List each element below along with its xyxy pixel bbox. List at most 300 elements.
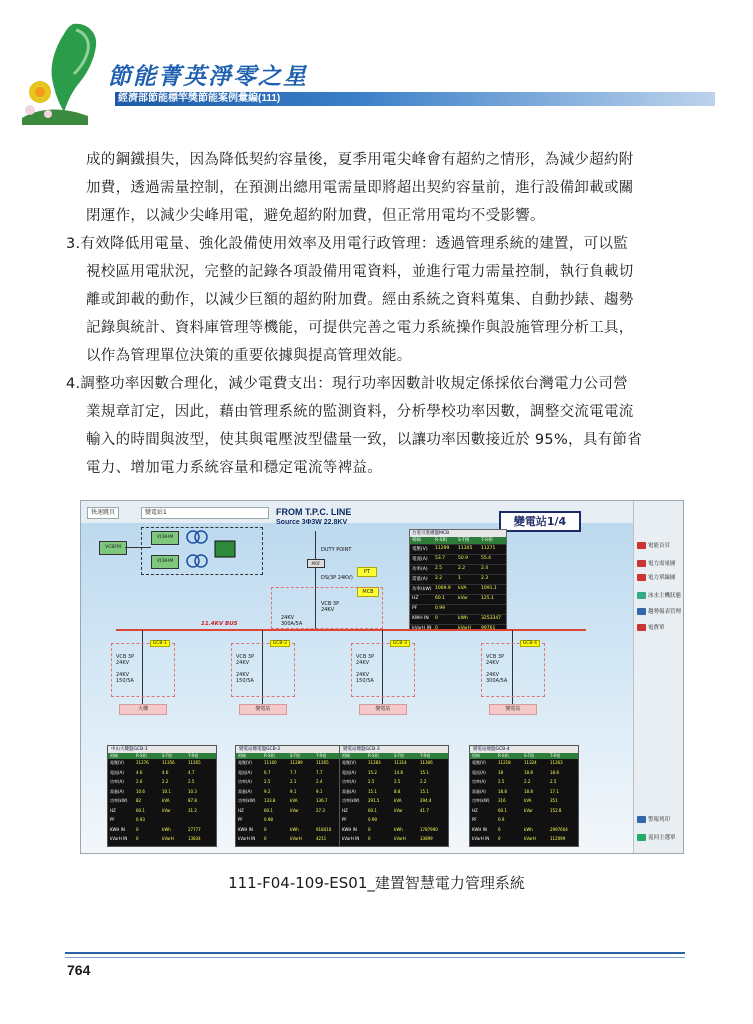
gcb-spec-line: 24KV <box>356 660 370 666</box>
table-cell: 需量(A) <box>472 788 486 794</box>
table-cell: 2.1 <box>290 779 297 784</box>
gcb-frame <box>481 643 545 697</box>
quick-select-dropdown[interactable]: 變電站1 <box>141 507 269 519</box>
column-header: 相線 <box>342 753 350 758</box>
table-cell: 0.9 <box>498 817 505 822</box>
table-cell: 電壓(V) <box>342 760 356 765</box>
table-row <box>410 544 506 554</box>
table-cell: 需量(A) <box>342 788 356 794</box>
table-cell: kVar <box>458 596 468 601</box>
table-cell: 功率(kW) <box>238 798 256 803</box>
table-cell: 11314 <box>394 760 407 765</box>
table-cell: kWh <box>458 616 468 621</box>
table-row <box>108 779 216 785</box>
gcb-spec-line: VCB 3P <box>486 654 505 660</box>
table-cell: 60.1 <box>368 807 377 813</box>
table-row <box>470 808 578 814</box>
text-line: 4.調整功率因數合理化，減少電費支出：現行功率因數計收規定係採依台灣電力公司營 <box>66 376 629 392</box>
table-row <box>470 817 578 823</box>
sidebar-item[interactable] <box>637 623 665 631</box>
table-cell: 電壓(V) <box>412 547 428 552</box>
table-cell: KWH IN <box>412 616 429 621</box>
table-cell: 電壓(V) <box>110 760 124 765</box>
table-cell: kWh <box>290 826 299 832</box>
table-row <box>108 798 216 804</box>
table-cell: 功率(A) <box>342 779 356 784</box>
table-row <box>470 827 578 833</box>
sidebar-item-label: 警報列印 <box>648 817 671 823</box>
feeder-table <box>235 745 345 847</box>
table-cell: 11356 <box>162 760 175 765</box>
sidebar-item[interactable] <box>637 591 681 599</box>
table-cell: 2997604 <box>550 826 568 832</box>
menu-icon <box>637 624 646 631</box>
table-cell: 電流(A) <box>472 769 486 775</box>
line-title: FROM T.P.C. LINE <box>276 507 352 517</box>
table-cell: kVarH IN <box>238 836 256 841</box>
table-row <box>236 760 344 766</box>
text-line: 電力、增加電力系統容量和穩定電流等裨益。 <box>86 460 382 476</box>
table-row <box>236 817 344 823</box>
table-cell: 18 <box>498 769 504 775</box>
table-cell: KWH IN <box>342 826 357 832</box>
column-header: S-T相 <box>162 753 173 758</box>
sidebar-item-label: 趨勢報表管理 <box>648 609 682 615</box>
table-row <box>410 554 506 564</box>
feeder-table-title: 變電站總盤GCB-3 <box>340 746 448 753</box>
feeder-table-title: 變電站總電盤GCB-2 <box>236 746 344 753</box>
figure-caption: 111-F04-109-ES01_建置智慧電力管理系統 <box>228 874 525 892</box>
table-cell: 2.5 <box>188 779 195 784</box>
table-row <box>236 789 344 795</box>
gcb-spec-line: VCB 3P <box>116 654 135 660</box>
header-title: 節能菁英淨零之星 <box>108 63 308 90</box>
column-header: 相線 <box>412 538 421 543</box>
table-cell: kVarH <box>394 836 406 841</box>
table-row <box>470 789 578 795</box>
menu-icon <box>637 592 646 599</box>
table-cell: 11265 <box>316 760 329 765</box>
table-cell: kVar <box>290 807 299 813</box>
table-cell: kVarH IN <box>110 836 128 841</box>
table-cell: 0 <box>498 836 501 841</box>
table-cell: 55.4 <box>481 556 492 561</box>
table-row <box>236 827 344 833</box>
column-header: T-R相 <box>481 538 493 543</box>
table-cell: PF <box>412 606 418 611</box>
table-cell: PF <box>110 817 115 822</box>
table-row <box>410 564 506 574</box>
table-cell: 0 <box>368 826 371 832</box>
table-cell: kVar <box>162 807 171 813</box>
table-cell: 11265 <box>188 760 201 765</box>
table-cell: 功率(A) <box>412 567 428 572</box>
table-cell: 功率(kW) <box>412 587 432 592</box>
table-cell: kVarH <box>290 836 302 841</box>
table-cell: 電流(A) <box>342 769 356 775</box>
table-cell: 0.93 <box>136 817 145 822</box>
table-row <box>470 836 578 842</box>
sidebar-item-label: 電費單 <box>648 625 665 631</box>
table-cell: 1787990 <box>420 826 438 832</box>
table-cell: KWH IN <box>472 826 487 832</box>
table-cell: PF <box>238 817 243 822</box>
table-cell: 2.5 <box>550 779 557 784</box>
text-line: 離或卸載的動作，以減少巨額的超約附加費。經由系統之資料蒐集、自動抄錶、趨勢 <box>86 292 634 308</box>
table-cell: 918410 <box>316 826 332 832</box>
gcb-spec <box>486 654 507 684</box>
table-row <box>340 789 448 795</box>
table-cell: 0.98 <box>264 817 273 822</box>
table-cell: 15.1 <box>420 769 429 775</box>
gcb-spec-line: 24KV <box>236 660 250 666</box>
gcb-spec-line: VCB 3P <box>236 654 255 660</box>
table-cell: 0 <box>435 616 438 621</box>
mof-box: MOF <box>307 559 325 568</box>
sidebar-item[interactable] <box>637 559 676 567</box>
table-cell: 9.1 <box>290 788 297 794</box>
feeder-table-title: 中山大樓盤GCB-1 <box>108 746 216 753</box>
table-cell: 2.2 <box>435 576 443 581</box>
table-cell: 電壓(V) <box>472 760 486 765</box>
table-cell: 7.7 <box>316 769 323 775</box>
gcb-spec-line: 150/5A <box>356 678 374 684</box>
gcb-tag: GCB-1 <box>150 640 170 647</box>
column-header: R-S相 <box>264 753 275 758</box>
feeder-table-header <box>108 753 216 759</box>
feeder-table-header <box>470 753 578 759</box>
table-cell: 60.1 <box>136 807 145 813</box>
table-cell: 60.1 <box>264 807 273 813</box>
table-cell: 294.4 <box>420 798 432 803</box>
table-cell: kVarH <box>162 836 174 841</box>
table-cell: 53.7 <box>435 556 446 561</box>
table-cell: 31.2 <box>188 807 197 813</box>
vcb-main-ct <box>281 615 302 627</box>
table-cell: 1069.9 <box>435 586 451 591</box>
table-cell: 2.3 <box>481 576 489 581</box>
column-header: T-R相 <box>316 753 327 758</box>
table-row <box>340 808 448 814</box>
sidebar-item-label: 冰水主機狀態 <box>648 593 682 599</box>
feeder-table <box>107 745 217 847</box>
table-cell: kVA <box>458 586 467 591</box>
single-line-diagram <box>81 501 633 853</box>
text-line: 成的鋼鐵損失，因為降低契約容量後，夏季用電尖峰會有超約之情形，為減少超約附 <box>86 152 634 168</box>
text-line: 視校區用電狀況，完整的記錄各項設備用電資料，並進行電力需量控制，執行負載切 <box>86 264 634 280</box>
bus-label: 11.4KV BUS <box>201 621 238 627</box>
table-cell: kVarH <box>524 836 536 841</box>
table-cell: 11263 <box>550 760 563 765</box>
table-cell: 1 <box>458 576 461 581</box>
gcb-spec <box>116 654 134 684</box>
table-cell: 0.99 <box>435 606 446 611</box>
sidebar-item[interactable] <box>637 607 681 615</box>
gcb-tag: GCB-3 <box>390 640 410 647</box>
gcb-spec-line: 24KV <box>486 672 500 678</box>
table-cell: 2.5 <box>368 779 375 784</box>
gcb-spec <box>236 654 254 684</box>
list-item-3 <box>66 230 634 370</box>
table-cell: 功率(A) <box>238 779 252 784</box>
text-line: 閉運作，以減少尖峰用電，避免超約附加費，但正常用電均不受影響。 <box>86 208 545 224</box>
table-cell: 27777 <box>188 826 201 832</box>
table-cell: 3253347 <box>481 616 502 621</box>
table-cell: 82 <box>136 798 142 803</box>
menu-icon <box>637 560 646 567</box>
table-cell: 11324 <box>524 760 537 765</box>
ds-label: DS(3P 24KV) <box>321 575 353 581</box>
table-cell: 功率(kW) <box>342 798 360 803</box>
column-header: T-R相 <box>188 753 199 758</box>
main-table-header <box>410 537 506 544</box>
gcb-frame <box>351 643 415 697</box>
text-line: 記錄與統計、資料庫管理等機能，可提供完善之電力系統操作與設施管理分析工具， <box>86 320 634 336</box>
table-cell: kWh <box>524 826 533 832</box>
pt-tag: PT <box>357 567 377 577</box>
table-row <box>108 760 216 766</box>
table-cell: 0 <box>264 826 267 832</box>
table-cell: 50.9 <box>458 556 469 561</box>
table-cell: 87.8 <box>188 798 197 803</box>
table-cell: 0 <box>368 836 371 841</box>
table-cell: 0 <box>264 836 267 841</box>
vcb-main-label <box>321 601 339 613</box>
table-cell: 功率(kW) <box>110 798 128 803</box>
duty-point-label: DUTY POINT <box>321 547 352 553</box>
table-cell: KWH IN <box>110 826 125 832</box>
table-cell: 14.8 <box>394 769 403 775</box>
table-cell: 0 <box>498 826 501 832</box>
table-row <box>108 827 216 833</box>
table-cell: 125.1 <box>481 596 494 601</box>
table-row <box>236 808 344 814</box>
sidebar-item[interactable] <box>637 573 676 581</box>
table-cell: 9.1 <box>316 788 323 794</box>
table-row <box>340 817 448 823</box>
table-row <box>410 584 506 594</box>
menu-icon <box>637 574 646 581</box>
table-row <box>410 604 506 614</box>
table-cell: HZ <box>110 807 116 813</box>
table-cell: 功率(A) <box>110 779 124 784</box>
menu-icon <box>637 608 646 615</box>
gcb-spec-line: 24KV <box>116 660 130 666</box>
table-cell: 18.8 <box>550 769 559 775</box>
table-cell: 需量(A) <box>412 577 428 582</box>
table-cell: 需量(A) <box>238 788 252 794</box>
page-number: 764 <box>67 962 91 978</box>
mcb-tag: MCB <box>357 587 379 597</box>
table-cell: 13834 <box>188 836 201 841</box>
table-cell: 0 <box>136 826 139 832</box>
table-cell: 1091.1 <box>481 586 497 591</box>
gcb-tag: GCB-4 <box>520 640 540 647</box>
table-cell: 33899 <box>420 836 433 841</box>
column-header: R-S相 <box>368 753 379 758</box>
gcb-spec-line: VCB 3P <box>356 654 375 660</box>
table-cell: 316 <box>498 798 506 803</box>
table-cell: 9.2 <box>264 788 271 794</box>
table-cell: 電流(A) <box>238 769 252 775</box>
menu-icon <box>637 834 646 841</box>
list-item-4 <box>66 370 642 482</box>
table-cell: kVA <box>290 798 298 803</box>
table-cell: 0 <box>136 836 139 841</box>
text-line: 輸入的時間與波型，使其與電壓波型儘量一致，以讓功率因數接近於 95%，具有節省 <box>86 432 643 448</box>
table-cell: kVar <box>524 807 533 813</box>
table-cell: 41.7 <box>420 807 429 813</box>
vcb-main-line: 24KV <box>321 607 335 613</box>
table-cell: 60.1 <box>435 596 446 601</box>
table-cell: 11271 <box>481 546 496 551</box>
menu-icon <box>637 816 646 823</box>
table-cell: 電流(A) <box>412 557 428 562</box>
table-cell: 2.5 <box>435 566 443 571</box>
table-cell: HZ <box>342 807 348 813</box>
table-cell: 2.6 <box>136 779 143 784</box>
table-cell: 17.1 <box>550 788 559 794</box>
quick-select-label: 快速跳頁 <box>87 507 119 519</box>
table-cell: 60.1 <box>498 807 507 813</box>
table-row <box>340 827 448 833</box>
footer-rule-thin <box>65 957 685 958</box>
table-cell: 15.1 <box>420 788 429 794</box>
vcbfm-block: VCBFM <box>99 541 127 555</box>
table-cell: kWh <box>394 826 403 832</box>
table-row <box>108 808 216 814</box>
table-cell: kWh <box>162 826 171 832</box>
table-cell: 15.1 <box>368 788 377 794</box>
main-data-table <box>409 529 507 631</box>
table-row <box>236 836 344 842</box>
table-row <box>410 614 506 624</box>
sidebar-item[interactable] <box>637 541 670 549</box>
table-cell: 2.2 <box>162 779 169 784</box>
table-row <box>340 798 448 804</box>
table-cell: 2.2 <box>458 566 466 571</box>
table-cell: PF <box>472 817 477 822</box>
load-label: 變電站 <box>359 704 407 715</box>
table-cell: 2.2 <box>420 779 427 784</box>
feeder-table-title: 變電站總盤GCB-4 <box>470 746 578 753</box>
connector-line <box>125 547 151 548</box>
gcb-spec-line: 150/5A <box>236 678 254 684</box>
taiwan-logo-icon <box>18 20 118 125</box>
table-cell: 4211 <box>316 836 327 841</box>
footer-rule <box>65 952 685 954</box>
table-row <box>236 779 344 785</box>
header-subtitle: 經濟部節能標竿獎節能案例彙編(111) <box>118 93 281 104</box>
table-cell: 136.7 <box>316 798 328 803</box>
main-table-title: 台電引進總盤MCB <box>410 530 506 537</box>
text-line: 加費，透過需量控制，在預測出總用電需量即將超出契約容量前，進行設備卸載或關 <box>86 180 634 196</box>
table-cell: kVA <box>162 798 170 803</box>
gcb-spec-line: 300A/5A <box>486 678 508 684</box>
table-cell: 133.8 <box>264 798 276 803</box>
column-header: R-S相 <box>435 538 447 543</box>
table-cell: 需量(A) <box>110 788 124 794</box>
vcb-main-line: 24KV <box>281 615 295 621</box>
column-header: 相線 <box>238 753 246 758</box>
column-header: S-T相 <box>394 753 405 758</box>
table-cell: 4.6 <box>162 769 169 775</box>
table-cell: 10.6 <box>136 788 145 794</box>
table-cell: 11306 <box>420 760 433 765</box>
table-cell: 11276 <box>136 760 149 765</box>
table-row <box>340 836 448 842</box>
table-cell: 功率(kW) <box>472 798 490 803</box>
sidebar-item-label: 電能首頁 <box>648 543 671 549</box>
table-cell: 11218 <box>498 760 511 765</box>
sidebar-item[interactable] <box>637 833 676 841</box>
table-cell: kVar <box>394 807 403 813</box>
table-cell: 11100 <box>264 760 277 765</box>
table-cell: 2.5 <box>394 779 401 784</box>
table-cell: HZ <box>412 596 419 601</box>
gcb-tag: GCB-2 <box>270 640 290 647</box>
table-cell: 2.5 <box>498 779 505 784</box>
column-header: 相線 <box>110 753 118 758</box>
gcb-spec-line: 24KV <box>116 672 130 678</box>
table-row <box>340 779 448 785</box>
table-cell: 291.5 <box>368 798 380 803</box>
feeder-table <box>339 745 449 847</box>
table-row <box>108 789 216 795</box>
table-row <box>410 574 506 584</box>
feeder-table-header <box>340 753 448 759</box>
table-cell: 11289 <box>290 760 303 765</box>
page-header <box>0 0 753 130</box>
table-cell: 152.8 <box>550 807 562 813</box>
column-header: T-R相 <box>550 753 561 758</box>
table-cell: HZ <box>238 807 244 813</box>
table-cell: 電流(A) <box>110 769 124 775</box>
table-cell: 4.7 <box>188 769 195 775</box>
bus-line <box>116 629 586 631</box>
table-cell: 8.8 <box>394 788 401 794</box>
table-cell: 112099 <box>550 836 566 841</box>
table-row <box>108 817 216 823</box>
column-header: S-T相 <box>524 753 535 758</box>
table-row <box>108 770 216 776</box>
table-cell: 11305 <box>458 546 473 551</box>
table-cell: 11299 <box>435 546 450 551</box>
column-header: S-T相 <box>458 538 470 543</box>
table-row <box>470 760 578 766</box>
table-cell: HZ <box>472 807 478 813</box>
load-label: 變電站 <box>489 704 537 715</box>
sidebar-item[interactable] <box>637 815 670 823</box>
column-header: T-R相 <box>420 753 431 758</box>
load-label: 大樓 <box>119 704 167 715</box>
column-header: R-S相 <box>498 753 509 758</box>
source-label: Source 3Φ3W 22.8KV <box>276 519 348 526</box>
gcb-frame <box>231 643 295 697</box>
table-row <box>470 779 578 785</box>
power-system-screenshot <box>80 500 684 854</box>
table-cell: 18.8 <box>524 788 533 794</box>
table-cell: 4.6 <box>136 769 143 775</box>
vcbhm-block-2: VCBHM <box>151 555 179 569</box>
load-label: 變電站 <box>239 704 287 715</box>
vcbhm-block-1: VCBHM <box>151 531 179 545</box>
text-line: 3.有效降低用電量、強化設備使用效率及用電行政管理：透過管理系統的建置，可以監 <box>66 236 629 252</box>
table-cell: 2.4 <box>316 779 323 784</box>
table-row <box>340 760 448 766</box>
feeder-table-header <box>236 753 344 759</box>
para-continue <box>86 146 634 230</box>
